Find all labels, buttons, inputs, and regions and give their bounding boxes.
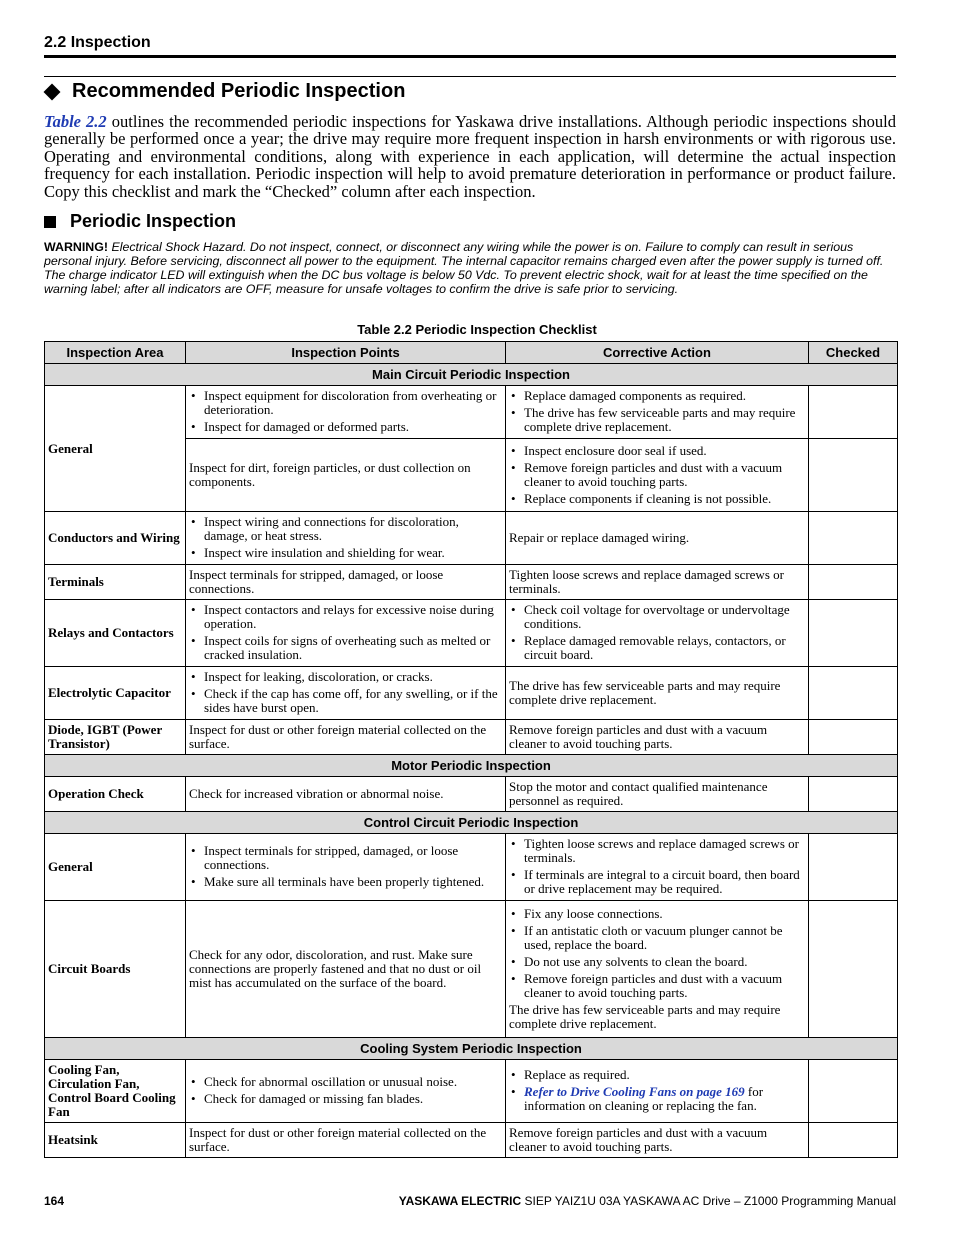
list-item: • If an antistatic cloth or vacuum plunger cannot be used, replace the board. — [509, 924, 805, 952]
table-row — [45, 777, 898, 812]
table-row — [45, 600, 898, 667]
square-bullet-icon — [44, 216, 56, 228]
checked-cell[interactable] — [809, 667, 898, 720]
action-note: The drive has few serviceable parts and may require complete drive replacement. — [509, 1002, 781, 1031]
section-row — [45, 364, 898, 386]
list-item: • Replace damaged removable relays, contactors, or circuit board. — [509, 634, 805, 662]
list-item: • Inspect contactors and relays for excessive noise during operation. — [189, 603, 502, 631]
cooling-fans-link[interactable]: Refer to Drive Cooling Fans on page 169 — [524, 1084, 745, 1099]
subsection-heading-text: Periodic Inspection — [70, 211, 237, 231]
list-item: • Inspect wire insulation and shielding for wear. — [189, 546, 502, 560]
table-row — [45, 834, 898, 901]
warning-text: Electrical Shock Hazard. Do not inspect, connect, or disconnect any wiring while the power is on. Failure to comply can result in serious personal injury. Before servicing, disconnect all power to the equipment. The internal capacitor remains charged even after the power supply is turned off. The charge indicator LED will extinguish when the DC bus voltage is below 50 Vdc. To prevent electric shock, wait for at least the time specified on the warning label; after all indicators are OFF, measure for unsafe voltages to confirm the drive is safe prior to servicing. — [44, 240, 884, 296]
header-corrective-action: Corrective Action — [506, 342, 809, 364]
list-item — [509, 1085, 805, 1113]
section-cooling-system: Cooling System Periodic Inspection — [45, 1038, 898, 1060]
action-cell: Remove foreign particles and dust with a vacuum cleaner to avoid touching parts. — [506, 720, 809, 755]
list-item: • Inspect equipment for discoloration from overheating or deterioration. — [189, 389, 502, 417]
checked-cell[interactable] — [809, 720, 898, 755]
points-cell — [186, 386, 506, 439]
inspection-checklist-table — [44, 341, 898, 1158]
table-row — [45, 901, 898, 1038]
list-item: • Remove foreign particles and dust with a vacuum cleaner to avoid touching parts. — [509, 461, 805, 489]
list-item: • Check if the cap has come off, for any swelling, or if the sides have burst open. — [189, 687, 502, 715]
list-item: • Replace components if cleaning is not possible. — [509, 492, 805, 506]
area-cell: Electrolytic Capacitor — [45, 667, 186, 720]
points-cell — [186, 1060, 506, 1123]
checked-cell[interactable] — [809, 901, 898, 1038]
header-rule — [44, 55, 896, 58]
section-motor: Motor Periodic Inspection — [45, 755, 898, 777]
subsection-heading — [44, 211, 236, 232]
action-cell: Stop the motor and contact qualified maintenance personnel as required. — [506, 777, 809, 812]
area-cell: Cooling Fan, Circulation Fan, Control Board Cooling Fan — [45, 1060, 186, 1123]
list-item: • Inspect wiring and connections for discoloration, damage, or heat stress. — [189, 515, 502, 543]
table-caption: Table 2.2 Periodic Inspection Checklist — [357, 322, 597, 337]
area-cell: General — [45, 834, 186, 901]
diamond-bullet-icon — [44, 83, 61, 100]
checked-cell[interactable] — [809, 777, 898, 812]
action-cell — [506, 600, 809, 667]
list-item: • Do not use any solvents to clean the board. — [509, 955, 805, 969]
footer-doc-info — [399, 1194, 896, 1208]
list-item: • If terminals are integral to a circuit board, then board or drive replacement may be required. — [509, 868, 805, 896]
area-cell: General — [45, 386, 186, 512]
page-number: 164 — [44, 1194, 65, 1208]
list-item: • Check coil voltage for overvoltage or undervoltage conditions. — [509, 603, 805, 631]
section-main-circuit: Main Circuit Periodic Inspection — [45, 364, 898, 386]
points-cell: Check for increased vibration or abnormal noise. — [186, 777, 506, 812]
table-link[interactable]: Table 2.2 — [44, 112, 107, 131]
list-item: • Inspect for damaged or deformed parts. — [189, 420, 502, 434]
running-header: 2.2 Inspection — [44, 34, 151, 51]
points-cell: Inspect for dust or other foreign material collected on the surface. — [186, 1123, 506, 1158]
footer-doc-title: SIEP YAIZ1U 03A YASKAWA AC Drive – Z1000 Programming Manual — [521, 1194, 896, 1208]
table-row — [45, 1123, 898, 1158]
table-row — [45, 720, 898, 755]
area-cell: Relays and Contactors — [45, 600, 186, 667]
section-row — [45, 812, 898, 834]
points-cell — [186, 667, 506, 720]
list-item: • Check for damaged or missing fan blades. — [189, 1092, 502, 1106]
checked-cell[interactable] — [809, 834, 898, 901]
points-cell — [186, 512, 506, 565]
action-cell — [506, 1060, 809, 1123]
action-cell — [506, 386, 809, 439]
action-cell: Remove foreign particles and dust with a vacuum cleaner to avoid touching parts. — [506, 1123, 809, 1158]
list-item: • Tighten loose screws and replace damaged screws or terminals. — [509, 837, 805, 865]
intro-text: outlines the recommended periodic inspections for Yaskawa drive installations. Although periodic inspections should generally be performed once a year; the drive may require more frequent inspection in harsh environments or with rigorous use. Operating and environmental conditions, along with experience in each application, will determine the actual inspection frequency for each installation. Periodic inspection will help to avoid premature deterioration in performance or product failure. Copy this checklist and mark the “Checked” column after each inspection. — [44, 112, 896, 201]
checked-cell[interactable] — [809, 565, 898, 600]
checked-cell[interactable] — [809, 512, 898, 565]
points-cell: Inspect for dust or other foreign material collected on the surface. — [186, 720, 506, 755]
points-cell — [186, 834, 506, 901]
points-cell — [186, 600, 506, 667]
action-cell: The drive has few serviceable parts and may require complete drive replacement. — [506, 667, 809, 720]
action-cell — [506, 901, 809, 1038]
checked-cell[interactable] — [809, 439, 898, 512]
area-cell: Conductors and Wiring — [45, 512, 186, 565]
action-cell: Repair or replace damaged wiring. — [506, 512, 809, 565]
list-item: • Check for abnormal oscillation or unusual noise. — [189, 1075, 502, 1089]
area-cell: Terminals — [45, 565, 186, 600]
header-inspection-area: Inspection Area — [45, 342, 186, 364]
list-item: • Make sure all terminals have been properly tightened. — [189, 875, 502, 889]
list-item: • The drive has few serviceable parts and may require complete drive replacement. — [509, 406, 805, 434]
table-row — [45, 512, 898, 565]
list-item: • Replace as required. — [509, 1068, 805, 1082]
section-heading-text: Recommended Periodic Inspection — [72, 80, 406, 102]
header-inspection-points: Inspection Points — [186, 342, 506, 364]
table-row — [45, 1060, 898, 1123]
points-cell: Inspect for dirt, foreign particles, or dust collection on components. — [186, 439, 506, 512]
footer-brand: YASKAWA ELECTRIC — [398, 1194, 522, 1208]
area-cell: Operation Check — [45, 777, 186, 812]
list-item: • Inspect enclosure door seal if used. — [509, 444, 805, 458]
link-suffix-text: for information on cleaning or replacing the fan. — [524, 1084, 764, 1113]
list-item: • Inspect for leaking, discoloration, or cracks. — [189, 670, 502, 684]
section-row — [45, 1038, 898, 1060]
checked-cell[interactable] — [809, 386, 898, 439]
list-item: • Remove foreign particles and dust with a vacuum cleaner to avoid touching parts. — [509, 972, 805, 1000]
list-item: • Inspect terminals for stripped, damaged, or loose connections. — [189, 844, 502, 872]
intro-paragraph — [44, 113, 896, 200]
warning-label: WARNING! — [44, 240, 109, 254]
area-cell: Heatsink — [45, 1123, 186, 1158]
points-cell: Check for any odor, discoloration, and rust. Make sure connections are properly fastened and that no dust or oil mist has accumulated on the surface of the board. — [186, 901, 506, 1038]
table-row — [45, 386, 898, 439]
table-row — [45, 667, 898, 720]
area-cell: Diode, IGBT (Power Transistor) — [45, 720, 186, 755]
points-cell: Inspect terminals for stripped, damaged, or loose connections. — [186, 565, 506, 600]
table-header-row — [45, 342, 898, 364]
warning-notice — [44, 240, 896, 296]
section-row — [45, 755, 898, 777]
checked-cell[interactable] — [809, 1060, 898, 1123]
action-cell: Tighten loose screws and replace damaged screws or terminals. — [506, 565, 809, 600]
header-rule-thin — [44, 76, 896, 77]
list-item: • Replace damaged components as required. — [509, 389, 805, 403]
action-cell — [506, 834, 809, 901]
table-row — [45, 565, 898, 600]
section-heading — [44, 80, 405, 103]
section-control-circuit: Control Circuit Periodic Inspection — [45, 812, 898, 834]
header-checked: Checked — [809, 342, 898, 364]
checked-cell[interactable] — [809, 1123, 898, 1158]
list-item: • Fix any loose connections. — [509, 907, 805, 921]
checked-cell[interactable] — [809, 600, 898, 667]
list-item: • Inspect coils for signs of overheating such as melted or cracked insulation. — [189, 634, 502, 662]
area-cell: Circuit Boards — [45, 901, 186, 1038]
action-cell — [506, 439, 809, 512]
